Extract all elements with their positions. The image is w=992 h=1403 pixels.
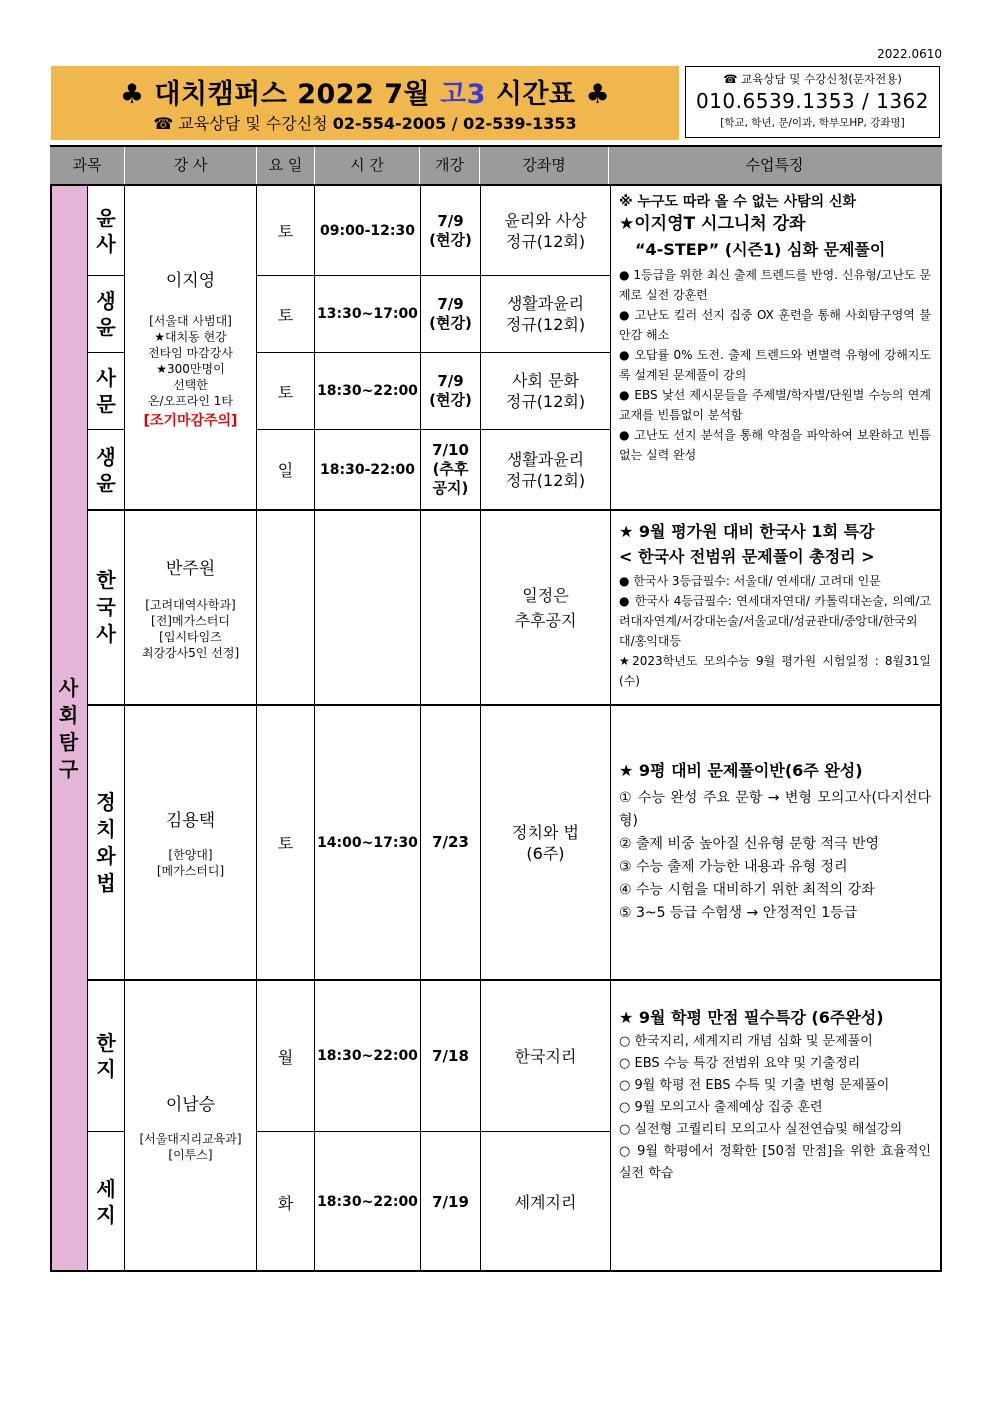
course-cell: 생활과윤리 정규(12회) [481,276,611,353]
table-header [50,145,942,186]
header-day: 요 일 [257,147,315,184]
page-title: ♣ 대치캠퍼스 2022 7월 고3 시간표 ♣ [119,79,611,110]
feature-lead: ※ 누구도 따라 올 수 없는 사탐의 신화 [619,194,857,210]
day-cell: 일 [257,430,315,511]
feature-cell [611,981,940,1272]
feature-headline: ★ 9월 학평 만점 필수특강 (6주완성) [619,1008,884,1027]
feature-cell [611,186,940,511]
category-cell [50,186,88,1272]
contact-line: ☎ 교육상담 및 수강신청 02-554-2005 / 02-539-1353 [153,114,577,133]
open-date-cell: 7/9 (현강) [421,353,481,430]
sms-contact-box [685,66,940,138]
subject-label: 사문 [96,366,116,416]
course-cell: 세계지리 [481,1132,611,1272]
open-date-cell: 7/9 (현강) [421,186,481,276]
day-cell [257,511,315,706]
course-cell: 한국지리 [481,981,611,1132]
course-cell: 일정은 추후공지 [481,511,611,706]
feature-item: ● 고난도 선지 분석을 통해 약점을 파악하여 보완하고 빈틈없는 실력 완성 [619,428,931,462]
feature-headline: ★이지영T 시그니처 강좌 [619,214,806,234]
feature-item: ● 한국사 4등급필수: 연세대자연대/ 카톨릭대논술, 의예/고려대자연계/서강대논술/서울교대/성균관대/중앙대/한국외대/홍익대등 [619,594,931,648]
feature-item: ○ 9월 모의고사 출제예상 집중 훈련 [619,1100,823,1115]
grade-label: 고3 [440,79,486,110]
day-cell: 화 [257,1132,315,1272]
feature-item: ○ 9월 학평에서 정확한 [50점 만점]을 위한 효율적인 실전 학습 [619,1144,931,1181]
instructor-cell [125,981,257,1272]
feature-cell [611,706,940,981]
subject-cell [88,430,125,511]
feature-item: ⑤ 3~5 등급 수험생 → 안정적인 1등급 [619,905,858,921]
open-date-cell: 7/19 [421,1132,481,1272]
time-cell: 13:30~17:00 [315,276,421,353]
feature-item: ● 한국사 3등급필수: 서울대/ 연세대/ 고려대 인문 [619,574,881,588]
day-cell: 토 [257,706,315,981]
time-cell: 18:30-22:00 [315,430,421,511]
header-time: 시 간 [315,147,420,184]
time-cell: 18:30~22:00 [315,981,421,1132]
time-cell: 14:00~17:30 [315,706,421,981]
open-date-cell: 7/23 [421,706,481,981]
instructor-name: 이남승 [165,1095,216,1115]
feature-item: ★2023학년도 모의수능 9월 평가원 시험일정 : 8월31일(수) [619,654,931,688]
time-cell: 09:00-12:30 [315,186,421,276]
feature-item: ● 오답률 0% 도전. 출제 트렌드와 변별력 유형에 강해지도록 설계된 문제풀이 강의 [619,348,931,382]
instructor-cell [125,511,257,706]
feature-item: ● 고난도 킬러 선지 집중 OX 훈련을 통해 사회탐구영역 불안감 해소 [619,308,931,342]
time-cell: 18:30~22:00 [315,1132,421,1272]
course-cell: 정치와 법 (6주) [481,706,611,981]
instructor-desc: [서울대지리교육과] [이투스] [139,1132,242,1162]
instructor-name: 반주원 [165,559,216,579]
instructor-desc: [서울대 사범대] ★대치동 현강 전타임 마감강사 ★300만명이 선택한 온/오프라인 1타 [147,313,234,408]
subject-cell [88,1132,125,1272]
title-banner [51,66,679,140]
feature-item: ○ 한국지리, 세계지리 개념 심화 및 문제풀이 [619,1034,873,1049]
time-cell [315,511,421,706]
subject-cell [88,706,125,981]
open-date-cell: 7/9 (현강) [421,276,481,353]
document-date: 2022.0610 [877,47,942,61]
feature-cell [611,511,940,706]
instructor-name: 김용택 [165,811,216,831]
day-cell: 토 [257,353,315,430]
day-cell: 월 [257,981,315,1132]
subject-cell [88,276,125,353]
feature-item: ③ 수능 출제 가능한 내용과 유형 정리 [619,859,848,875]
subject-cell [88,511,125,706]
day-cell: 토 [257,276,315,353]
subject-label: 윤사 [96,205,116,256]
subject-label: 한지 [96,1031,116,1081]
header-features: 수업특징 [745,156,804,174]
subject-cell [88,353,125,430]
header-instructor: 강 사 [125,147,257,184]
feature-item: ② 출제 비중 높아질 신유형 문항 적극 반영 [619,836,880,852]
early-close-warning: [조기마감주의] [143,412,238,429]
instructor-desc: [한양대] [메가스터디] [156,848,225,878]
subject-label: 생윤 [96,444,116,495]
header-subject: 과목 [50,147,125,184]
course-cell: 윤리와 사상 정규(12회) [481,186,611,276]
open-date-cell: 7/10 (추후 공지) [421,430,481,511]
feature-item: ○ EBS 수능 특강 전범위 요약 및 기출정리 [619,1056,861,1071]
feature-headline: < 한국사 전범위 문제풀이 총정리 > [619,547,875,566]
feature-headline: ★ 9월 평가원 대비 한국사 1회 특강 [619,522,875,541]
feature-item: ① 수능 완성 주요 문항 → 변형 모의고사(다지선다형) [619,790,931,829]
subject-label: 정치와법 [96,789,116,895]
subject-cell [88,186,125,276]
subject-label: 생윤 [96,289,116,339]
header-open: 개강 [420,147,480,184]
feature-item: ○ 9월 학평 전 EBS 수특 및 기출 변형 문제풀이 [619,1078,890,1093]
time-cell: 18:30~22:00 [315,353,421,430]
course-cell: 생활과윤리 정규(12회) [481,430,611,511]
feature-item: ○ 실전형 고퀄리티 모의고사 실전연습및 해설강의 [619,1122,903,1137]
feature-headline: “4-STEP” (시즌1) 심화 문제풀이 [635,240,886,259]
feature-item: ● 1등급을 위한 최신 출제 트렌드를 반영. 신유형/고난도 문제로 실전 강훈련 [619,268,931,302]
sms-note: [학교, 학년, 문/이과, 학부모HP, 강좌명] [720,117,905,129]
feature-item: ● EBS 낯선 제시문들을 주제별/학자별/단원별 수능의 연계 교재를 빈틈없이 분석함 [619,388,931,422]
instructor-cell [125,706,257,981]
subject-cell [88,981,125,1132]
open-date-cell: 7/18 [421,981,481,1132]
instructor-name: 이지영 [165,270,216,291]
instructor-desc: [고려대역사학과] [전]메가스터디 [입시타임즈 최강강사5인 선정] [141,598,240,660]
subject-label: 세지 [96,1177,116,1227]
feature-headline: ★ 9평 대비 문제풀이반(6주 완성) [619,761,863,780]
day-cell: 토 [257,186,315,276]
open-date-cell [421,511,481,706]
header-course: 강좌명 [480,147,609,184]
category-label: 사회 탐구 [58,676,79,781]
sms-number: 010.6539.1353 / 1362 [695,89,930,113]
contact-phones: 02-554-2005 / 02-539-1353 [332,114,577,133]
course-cell: 사회 문화 정규(12회) [481,353,611,430]
subject-label: 한국사 [96,568,116,646]
feature-item: ④ 수능 시험을 대비하기 위한 최적의 강좌 [619,882,875,898]
instructor-cell [125,186,257,511]
sms-title: ☎ 교육상담 및 수강신청(문자전용) [723,72,902,86]
